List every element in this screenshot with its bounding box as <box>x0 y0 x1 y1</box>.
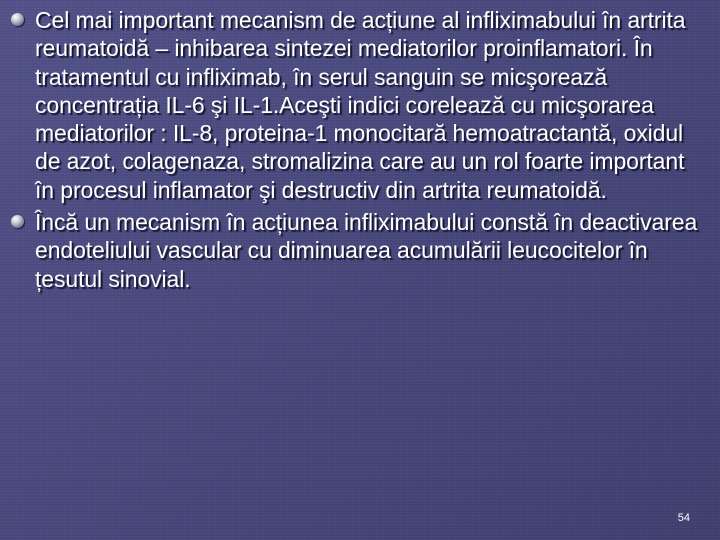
bullet-text: Încă un mecanism în acțiunea infliximabului constă în deactivarea endoteliului vascular cu diminuarea acumulării leucocitelor în țesutul sinovial. <box>35 209 698 292</box>
page-number: 54 <box>677 512 690 524</box>
bullet-item <box>8 6 708 204</box>
bullet-item <box>8 208 708 293</box>
sphere-bullet-icon <box>11 13 24 26</box>
bullet-text: Cel mai important mecanism de acțiune al infliximabului în artrita reumatoidă – inhibarea sintezei mediatorilor proinflamatori. În tratamentul cu infliximab, în serul sanguin se micşorează concentrația IL-6 şi IL-1.Aceşti indici corelează cu micşorarea mediatorilor : IL-8, proteina-1 monocitară hemoatractantă, oxidul de azot, colagenaza, stromalizina care au un rol foarte important în procesul inflamator şi destructiv din artrita reumatoidă. <box>35 7 686 203</box>
bullet-list <box>8 6 708 297</box>
sphere-bullet-icon <box>11 215 24 228</box>
